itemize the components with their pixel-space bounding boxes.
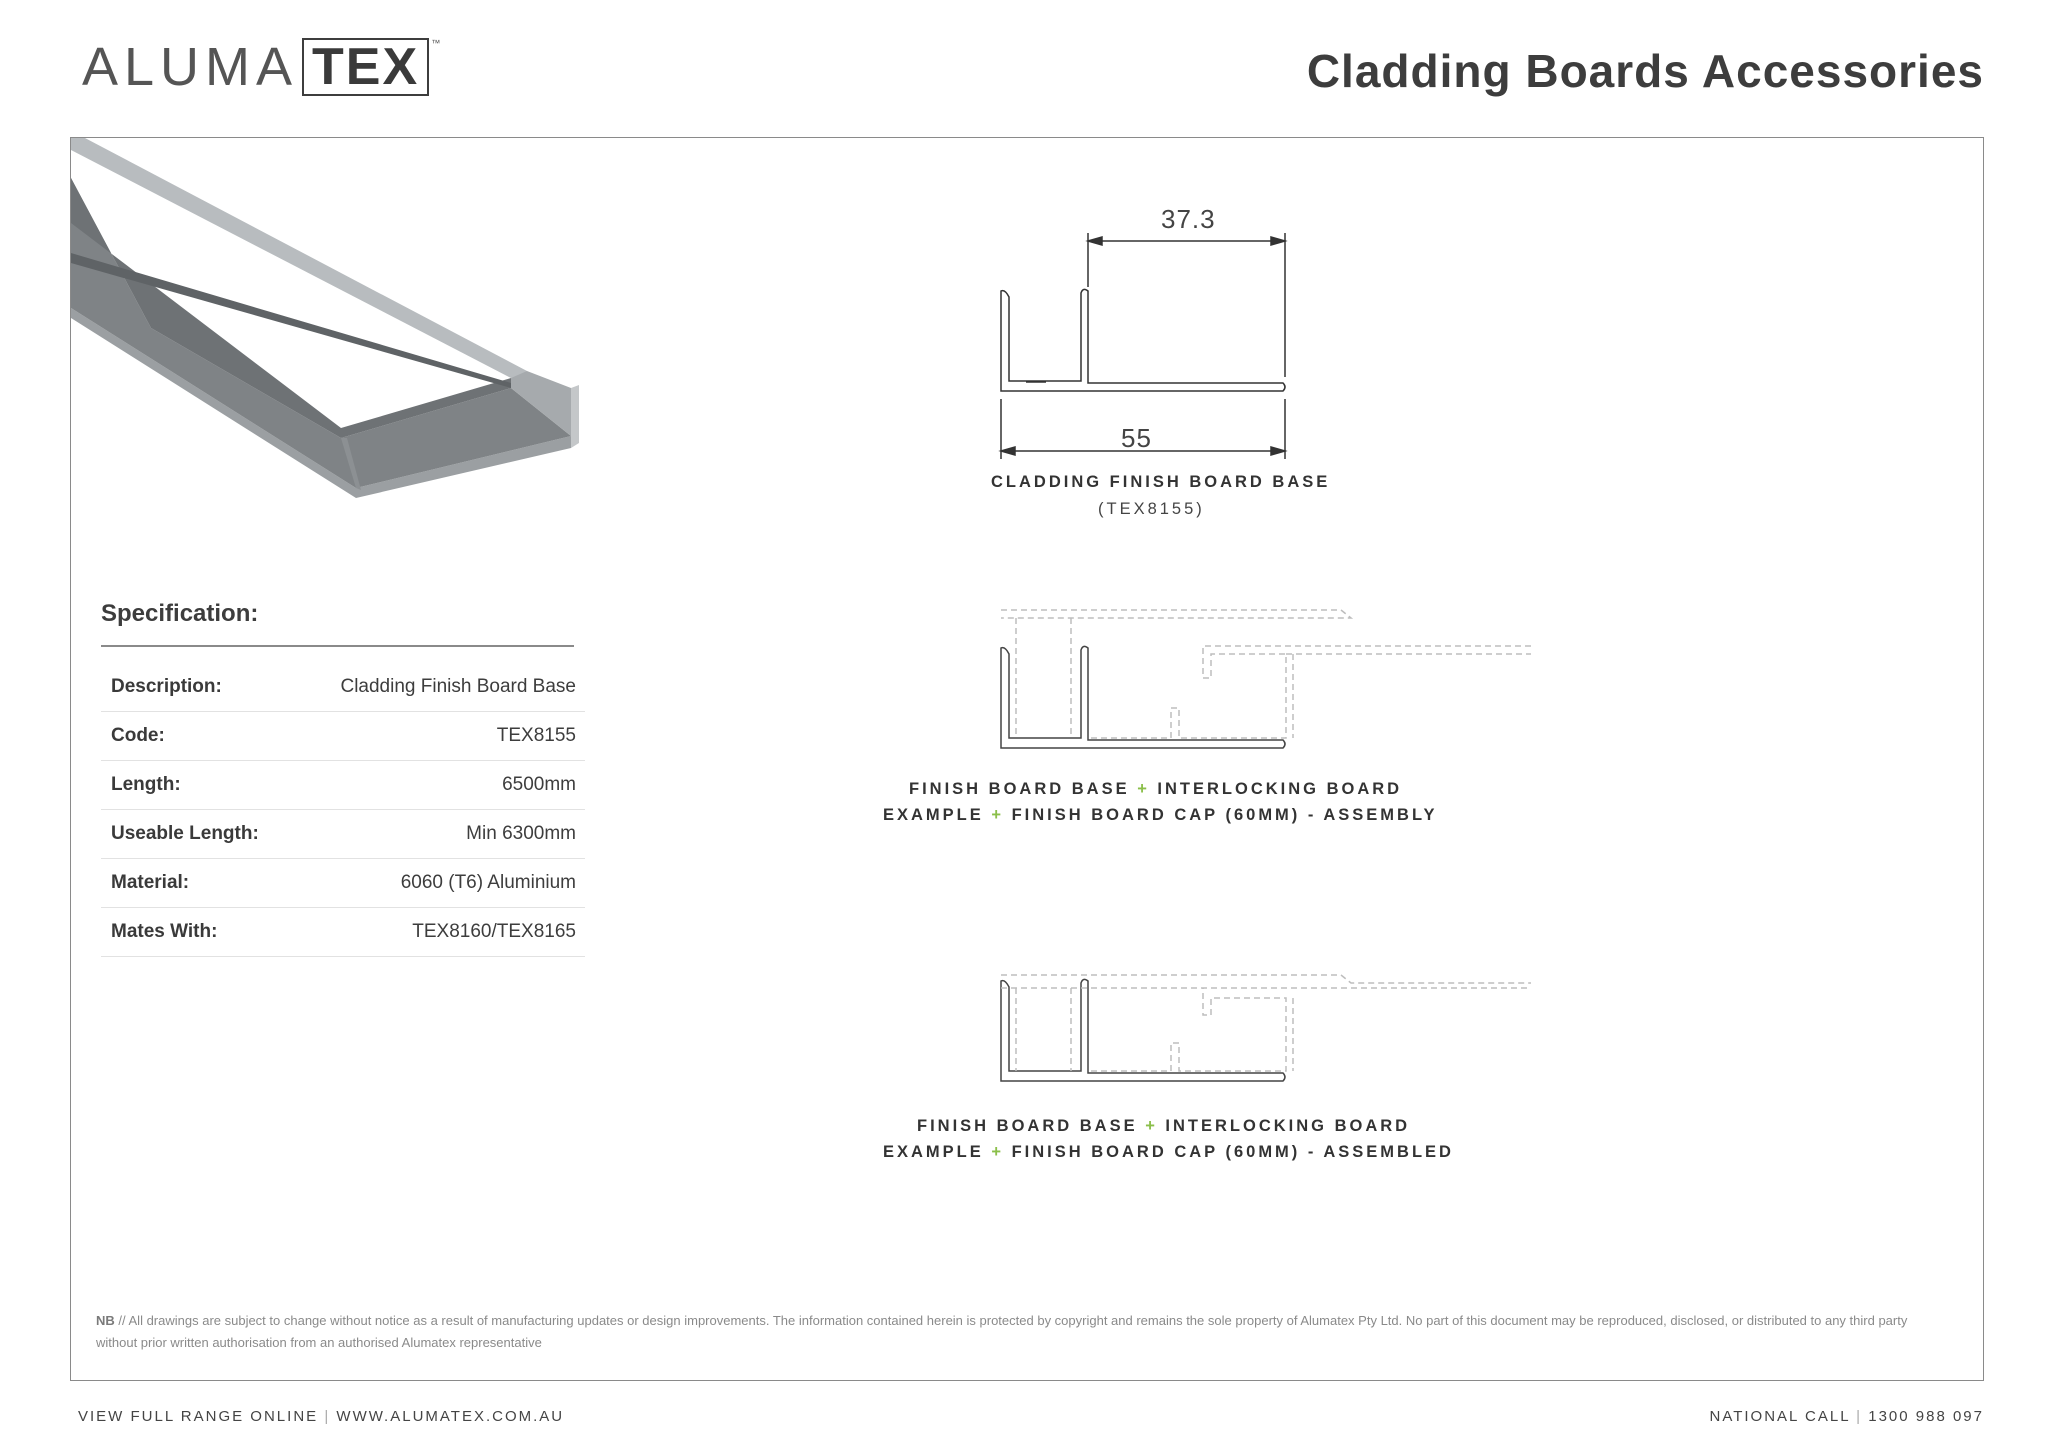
spec-value: 6500mm bbox=[502, 774, 576, 795]
disclaimer-prefix: NB bbox=[96, 1313, 115, 1328]
spec-label: Mates With: bbox=[111, 921, 218, 942]
spec-title: Specification: bbox=[101, 600, 259, 627]
plus-icon: + bbox=[1137, 780, 1150, 798]
spec-row bbox=[101, 663, 585, 712]
footer-call-text: NATIONAL CALL bbox=[1709, 1408, 1850, 1425]
base-code: (TEX8155) bbox=[1098, 500, 1205, 518]
spec-value: Min 6300mm bbox=[466, 823, 576, 844]
spec-label: Description: bbox=[111, 676, 222, 697]
logo-alum-text: ALUMA bbox=[82, 37, 299, 97]
spec-row bbox=[101, 810, 585, 859]
plus-icon: + bbox=[991, 1143, 1004, 1161]
spec-value: TEX8155 bbox=[496, 725, 576, 746]
spec-label: Code: bbox=[111, 725, 165, 746]
spec-row bbox=[101, 761, 585, 810]
footer-website-link[interactable]: WWW.ALUMATEX.COM.AU bbox=[336, 1408, 565, 1425]
assembled-caption-line2 bbox=[883, 1143, 1454, 1162]
assembled-caption-b: INTERLOCKING BOARD bbox=[1165, 1117, 1411, 1135]
footer-separator: | bbox=[324, 1408, 331, 1425]
assembled-drawing bbox=[971, 973, 1531, 1093]
footer-separator: | bbox=[1856, 1408, 1863, 1425]
plus-icon: + bbox=[1145, 1117, 1158, 1135]
assembly-caption-b: INTERLOCKING BOARD bbox=[1157, 780, 1403, 798]
plus-icon: + bbox=[991, 806, 1004, 824]
spec-table bbox=[101, 663, 585, 957]
assembly-drawing bbox=[971, 608, 1531, 768]
base-profile-drawing bbox=[971, 201, 1331, 461]
alumatex-logo bbox=[82, 38, 440, 96]
assembly-caption-a: FINISH BOARD BASE bbox=[909, 780, 1130, 798]
spec-label: Length: bbox=[111, 774, 181, 795]
assembled-caption-a: FINISH BOARD BASE bbox=[917, 1117, 1138, 1135]
disclaimer-note bbox=[96, 1310, 1936, 1354]
footer-range-text: VIEW FULL RANGE ONLINE bbox=[78, 1408, 319, 1425]
logo-tex-text: TEX bbox=[312, 38, 420, 96]
spec-value: Cladding Finish Board Base bbox=[340, 676, 576, 697]
footer-left bbox=[78, 1408, 564, 1425]
footer-phone-link[interactable]: 1300 988 097 bbox=[1868, 1408, 1984, 1425]
page-title: Cladding Boards Accessories bbox=[1306, 45, 1984, 97]
dim-bottom-label: 55 bbox=[1121, 423, 1152, 453]
assembly-caption-c: EXAMPLE bbox=[883, 806, 984, 824]
assembled-caption-c: EXAMPLE bbox=[883, 1143, 984, 1161]
assembly-caption-d: FINISH BOARD CAP (60MM) - ASSEMBLY bbox=[1011, 806, 1438, 824]
spec-divider bbox=[101, 645, 574, 647]
assembly-caption-line2 bbox=[883, 806, 1438, 825]
spec-row bbox=[101, 859, 585, 908]
assembly-caption-line1 bbox=[909, 780, 1402, 799]
spec-value: 6060 (T6) Aluminium bbox=[400, 872, 576, 893]
spec-label: Material: bbox=[111, 872, 190, 893]
product-render-image bbox=[71, 138, 591, 518]
spec-label: Useable Length: bbox=[111, 823, 259, 844]
disclaimer-text: // All drawings are subject to change without notice as a result of manufacturing updates or design improvements. The information contained herein is protected by copyright and remains the sole property of Alumatex Pty Ltd. No part of this document may be reproduced, disclosed, or distributed to any third party without prior written authorisation from an authorised Alumatex representative bbox=[96, 1313, 1908, 1350]
assembled-caption-d: FINISH BOARD CAP (60MM) - ASSEMBLED bbox=[1011, 1143, 1454, 1161]
assembled-caption-line1 bbox=[917, 1117, 1410, 1136]
logo-tex-box bbox=[302, 38, 429, 96]
spec-value: TEX8160/TEX8165 bbox=[412, 921, 576, 942]
dim-top-label: 37.3 bbox=[1161, 204, 1216, 234]
footer-right bbox=[1710, 1408, 1985, 1425]
base-caption: CLADDING FINISH BOARD BASE bbox=[991, 473, 1331, 491]
spec-row bbox=[101, 908, 585, 957]
spec-row bbox=[101, 712, 585, 761]
logo-trademark: ™ bbox=[431, 38, 441, 48]
